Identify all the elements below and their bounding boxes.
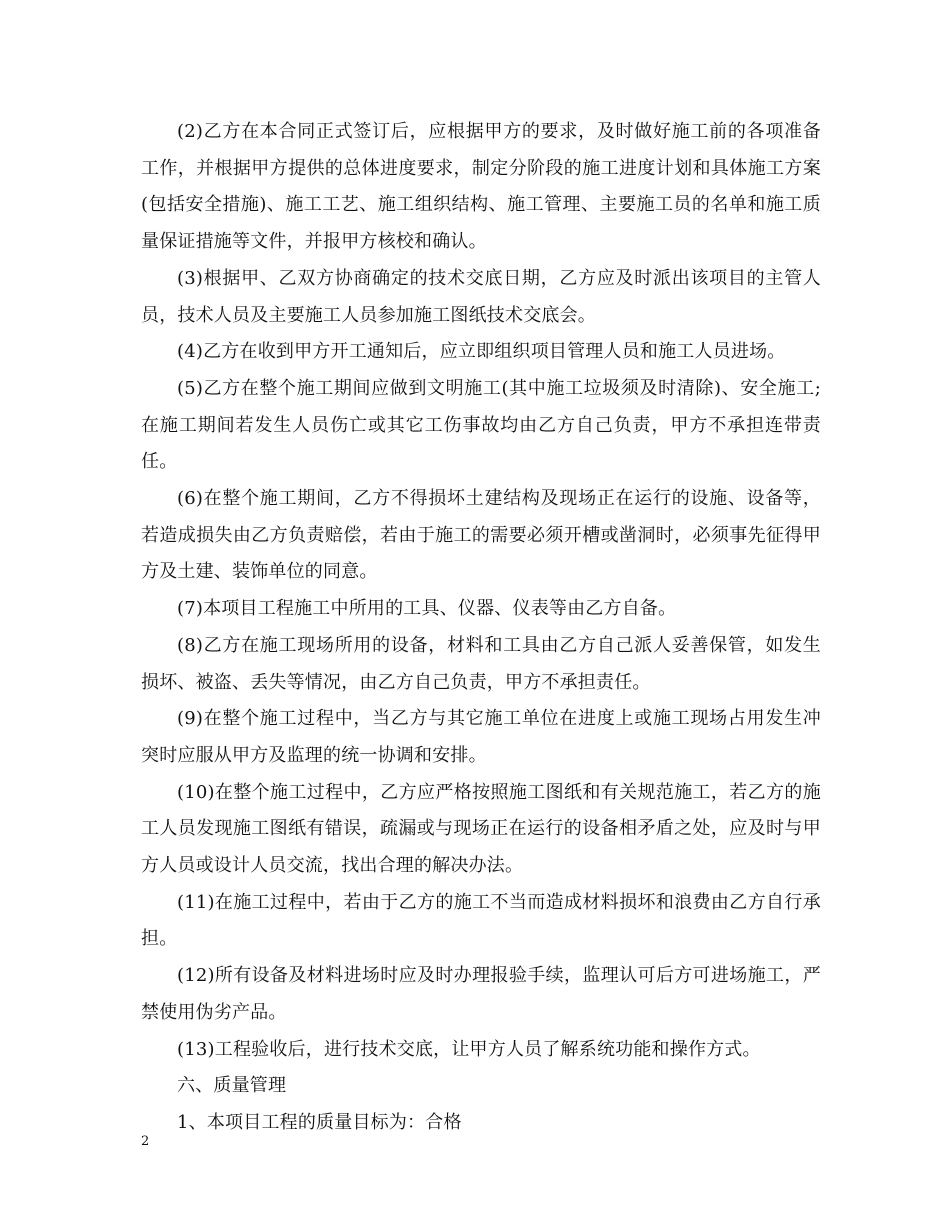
paragraph-10: (10)在整个施工过程中，乙方应严格按照施工图纸和有关规范施工，若乙方的施工人员发现施工图纸有错误，疏漏或与现场正在运行的设备相矛盾之处，应及时与甲方人员或设计人员交流，找出合理的解决办法。 — [141, 781, 821, 877]
paragraph-12: (12)所有设备及材料进场时应及时办理报验手续，监理认可后方可进场施工，严禁使用伪劣产品。 — [141, 965, 821, 1023]
paragraph-9: (9)在整个施工过程中，当乙方与其它施工单位在进度上或施工现场占用发生冲突时应服从甲方及监理的统一协调和安排。 — [141, 708, 821, 766]
paragraph-7: (7)本项目工程施工中所用的工具、仪器、仪表等由乙方自备。 — [177, 598, 677, 620]
paragraph-3: (3)根据甲、乙双方协商确定的技术交底日期，乙方应及时派出该项目的主管人员，技术人员及主要施工人员参加施工图纸技术交底会。 — [141, 267, 821, 326]
paragraph-8: (8)乙方在施工现场所用的设备，材料和工具由乙方自己派人妥善保管，如发生损坏、被盗、丢失等情况，由乙方自己负责，甲方不承担责任。 — [141, 634, 821, 693]
paragraph-6: (6)在整个施工期间，乙方不得损坏土建结构及现场正在运行的设施、设备等，若造成损失由乙方负责赔偿，若由于施工的需要必须开槽或凿洞时，必须事先征得甲方及土建、装饰单位的同意。 — [141, 488, 821, 583]
paragraph-4: (4)乙方在收到甲方开工通知后，应立即组织项目管理人员和施工人员进场。 — [177, 341, 786, 363]
paragraph-13: (13)工程验收后，进行技术交底，让甲方人员了解系统功能和操作方式。 — [177, 1038, 761, 1060]
quality-target: 1、本项目工程的质量目标为：合格 — [177, 1111, 462, 1133]
document-body — [141, 114, 821, 1142]
paragraph-2: (2)乙方在本合同正式签订后，应根据甲方的要求，及时做好施工前的各项准备工作，并根据甲方提供的总体进度要求，制定分阶段的施工进度计划和具体施工方案(包括安全措施)、施工工艺、施工组织结构、施工管理、主要施工员的名单和施工质量保证措施等文件，并报甲方核校和确认。 — [141, 121, 821, 253]
section-heading-quality: 六、质量管理 — [177, 1075, 287, 1097]
paragraph-11: (11)在施工过程中，若由于乙方的施工不当而造成材料损坏和浪费由乙方自行承担。 — [141, 891, 821, 950]
page-number: 2 — [141, 1134, 150, 1149]
paragraph-5: (5)乙方在整个施工期间应做到文明施工(其中施工垃圾须及时清除)、安全施工;在施工期间若发生人员伤亡或其它工伤事故均由乙方自己负责，甲方不承担连带责任。 — [141, 377, 821, 473]
